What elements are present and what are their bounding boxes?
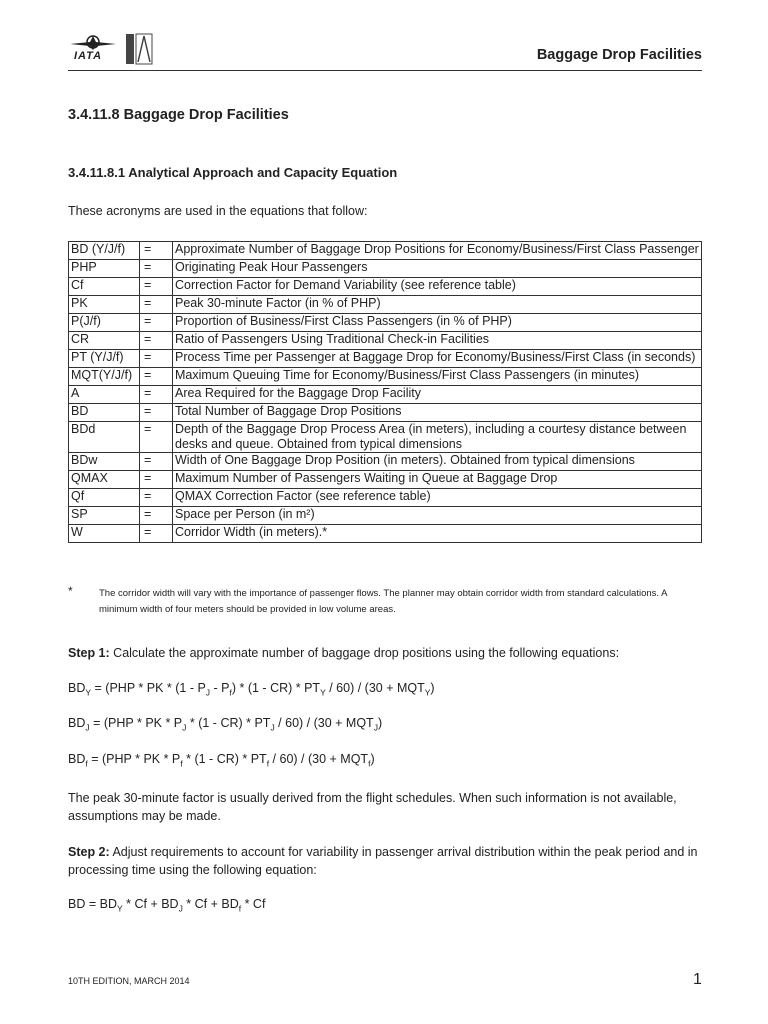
- table-row: [69, 278, 702, 296]
- equals-sign: =: [140, 422, 173, 453]
- equation-bd-total: BD = $BD_Y * Cf + BD_J * Cf + BD_f * Cf$: [68, 897, 266, 914]
- equals-sign: =: [140, 489, 173, 507]
- acronym-term: Qf: [69, 489, 140, 507]
- equals-sign: =: [140, 350, 173, 368]
- acronym-term: BD (Y/J/f): [69, 242, 140, 260]
- equation-bd-economy: $BD_Y = (PHP$ * PK * $(1 - P_J - P_f) * (1 - CR) * PT_Y / 60) / (30 + MQT_Y)$: [68, 681, 435, 698]
- equals-sign: =: [140, 242, 173, 260]
- acronym-definition: Depth of the Baggage Drop Process Area (in meters), including a courtesy distance between desks and queue. Obtained from typical dimensions: [173, 422, 702, 453]
- acronym-definition: Area Required for the Baggage Drop Facility: [173, 386, 702, 404]
- acronym-definition: Peak 30-minute Factor (in % of PHP): [173, 296, 702, 314]
- acronym-term: A: [69, 386, 140, 404]
- equation-bd-business: $BD_J = (PHP$ * PK * $P_J * (1 - CR) * PT_J / 60) / (30 + MQT_J)$: [68, 716, 383, 733]
- table-row: [69, 489, 702, 507]
- aci-logo: [124, 32, 154, 66]
- table-row: [69, 314, 702, 332]
- table-row: [69, 386, 702, 404]
- edition-footer: 10TH EDITION, MARCH 2014: [68, 976, 190, 986]
- acronym-definition: Total Number of Baggage Drop Positions: [173, 404, 702, 422]
- step2-paragraph: [68, 843, 708, 879]
- equals-sign: =: [140, 260, 173, 278]
- acronym-term: BD: [69, 404, 140, 422]
- table-row: [69, 350, 702, 368]
- acronym-term: BDw: [69, 453, 140, 471]
- acronym-term: PHP: [69, 260, 140, 278]
- equals-sign: =: [140, 296, 173, 314]
- equals-sign: =: [140, 404, 173, 422]
- step2-text: Adjust requirements to account for variability in passenger arrival distribution within the peak period and in processing time using the following equation:: [68, 845, 698, 877]
- section-title: 3.4.11.8 Baggage Drop Facilities: [68, 107, 289, 123]
- acronym-term: SP: [69, 507, 140, 525]
- acronym-definition: Width of One Baggage Drop Position (in meters). Obtained from typical dimensions: [173, 453, 702, 471]
- acronym-definition: Process Time per Passenger at Baggage Drop for Economy/Business/First Class (in seconds): [173, 350, 702, 368]
- equals-sign: =: [140, 368, 173, 386]
- equals-sign: =: [140, 453, 173, 471]
- acronym-definition: Ratio of Passengers Using Traditional Check-in Facilities: [173, 332, 702, 350]
- acronym-definition: Maximum Queuing Time for Economy/Business/First Class Passengers (in minutes): [173, 368, 702, 386]
- step1-paragraph: [68, 644, 708, 662]
- equals-sign: =: [140, 507, 173, 525]
- iata-logo-text: IATA: [74, 50, 103, 62]
- table-row: [69, 332, 702, 350]
- acronym-definition: Proportion of Business/First Class Passengers (in % of PHP): [173, 314, 702, 332]
- equals-sign: =: [140, 471, 173, 489]
- equation-bd-first: $BD_f = (PHP$ * PK * $P_f * (1 - CR) * PT_f / 60) / (30 + MQT_f)$: [68, 752, 375, 769]
- acronym-definition: QMAX Correction Factor (see reference table): [173, 489, 702, 507]
- step1-text: Calculate the approximate number of baggage drop positions using the following equations:: [109, 646, 620, 660]
- acronym-definition: Space per Person (in m²): [173, 507, 702, 525]
- footnote-text: The corridor width will vary with the importance of passenger flows. The planner may obtain corridor width from standard calculations. A minimum width of four meters should be provided in low volume areas.: [99, 588, 667, 615]
- table-row: [69, 404, 702, 422]
- acronym-term: PK: [69, 296, 140, 314]
- acronym-definition: Originating Peak Hour Passengers: [173, 260, 702, 278]
- table-row: [69, 453, 702, 471]
- step2-label: Step 2:: [68, 845, 110, 859]
- page-number: 1: [693, 971, 702, 988]
- table-row: [69, 242, 702, 260]
- acronym-definition: Correction Factor for Demand Variability (see reference table): [173, 278, 702, 296]
- table-row: [69, 260, 702, 278]
- header-title: Baggage Drop Facilities: [536, 47, 702, 63]
- acronym-definition: Maximum Number of Passengers Waiting in Queue at Baggage Drop: [173, 471, 702, 489]
- equals-sign: =: [140, 386, 173, 404]
- acronym-definition: Corridor Width (in meters).*: [173, 525, 702, 543]
- intro-text: These acronyms are used in the equations that follow:: [68, 204, 368, 218]
- equals-sign: =: [140, 314, 173, 332]
- acronym-table: [68, 241, 702, 543]
- equals-sign: =: [140, 525, 173, 543]
- acronym-term: MQT(Y/J/f): [69, 368, 140, 386]
- footnote-marker: *: [68, 584, 73, 598]
- table-row: [69, 296, 702, 314]
- acronym-term: W: [69, 525, 140, 543]
- subsection-title: 3.4.11.8.1 Analytical Approach and Capacity Equation: [68, 165, 398, 180]
- table-row: [69, 471, 702, 489]
- equals-sign: =: [140, 332, 173, 350]
- acronym-term: BDd: [69, 422, 140, 453]
- equals-sign: =: [140, 278, 173, 296]
- step1-label: Step 1:: [68, 646, 110, 660]
- page-header: [68, 30, 702, 71]
- acronym-definition: Approximate Number of Baggage Drop Positions for Economy/Business/First Class Passenger: [173, 242, 702, 260]
- acronym-term: QMAX: [69, 471, 140, 489]
- acronym-term: P(J/f): [69, 314, 140, 332]
- table-row: [69, 525, 702, 543]
- table-row: [69, 368, 702, 386]
- acronym-term: PT (Y/J/f): [69, 350, 140, 368]
- acronym-term: Cf: [69, 278, 140, 296]
- table-row: [69, 422, 702, 453]
- peak-factor-note: The peak 30-minute factor is usually derived from the flight schedules. When such information is not available, assumptions may be made.: [68, 791, 677, 823]
- acronym-term: CR: [69, 332, 140, 350]
- table-row: [69, 507, 702, 525]
